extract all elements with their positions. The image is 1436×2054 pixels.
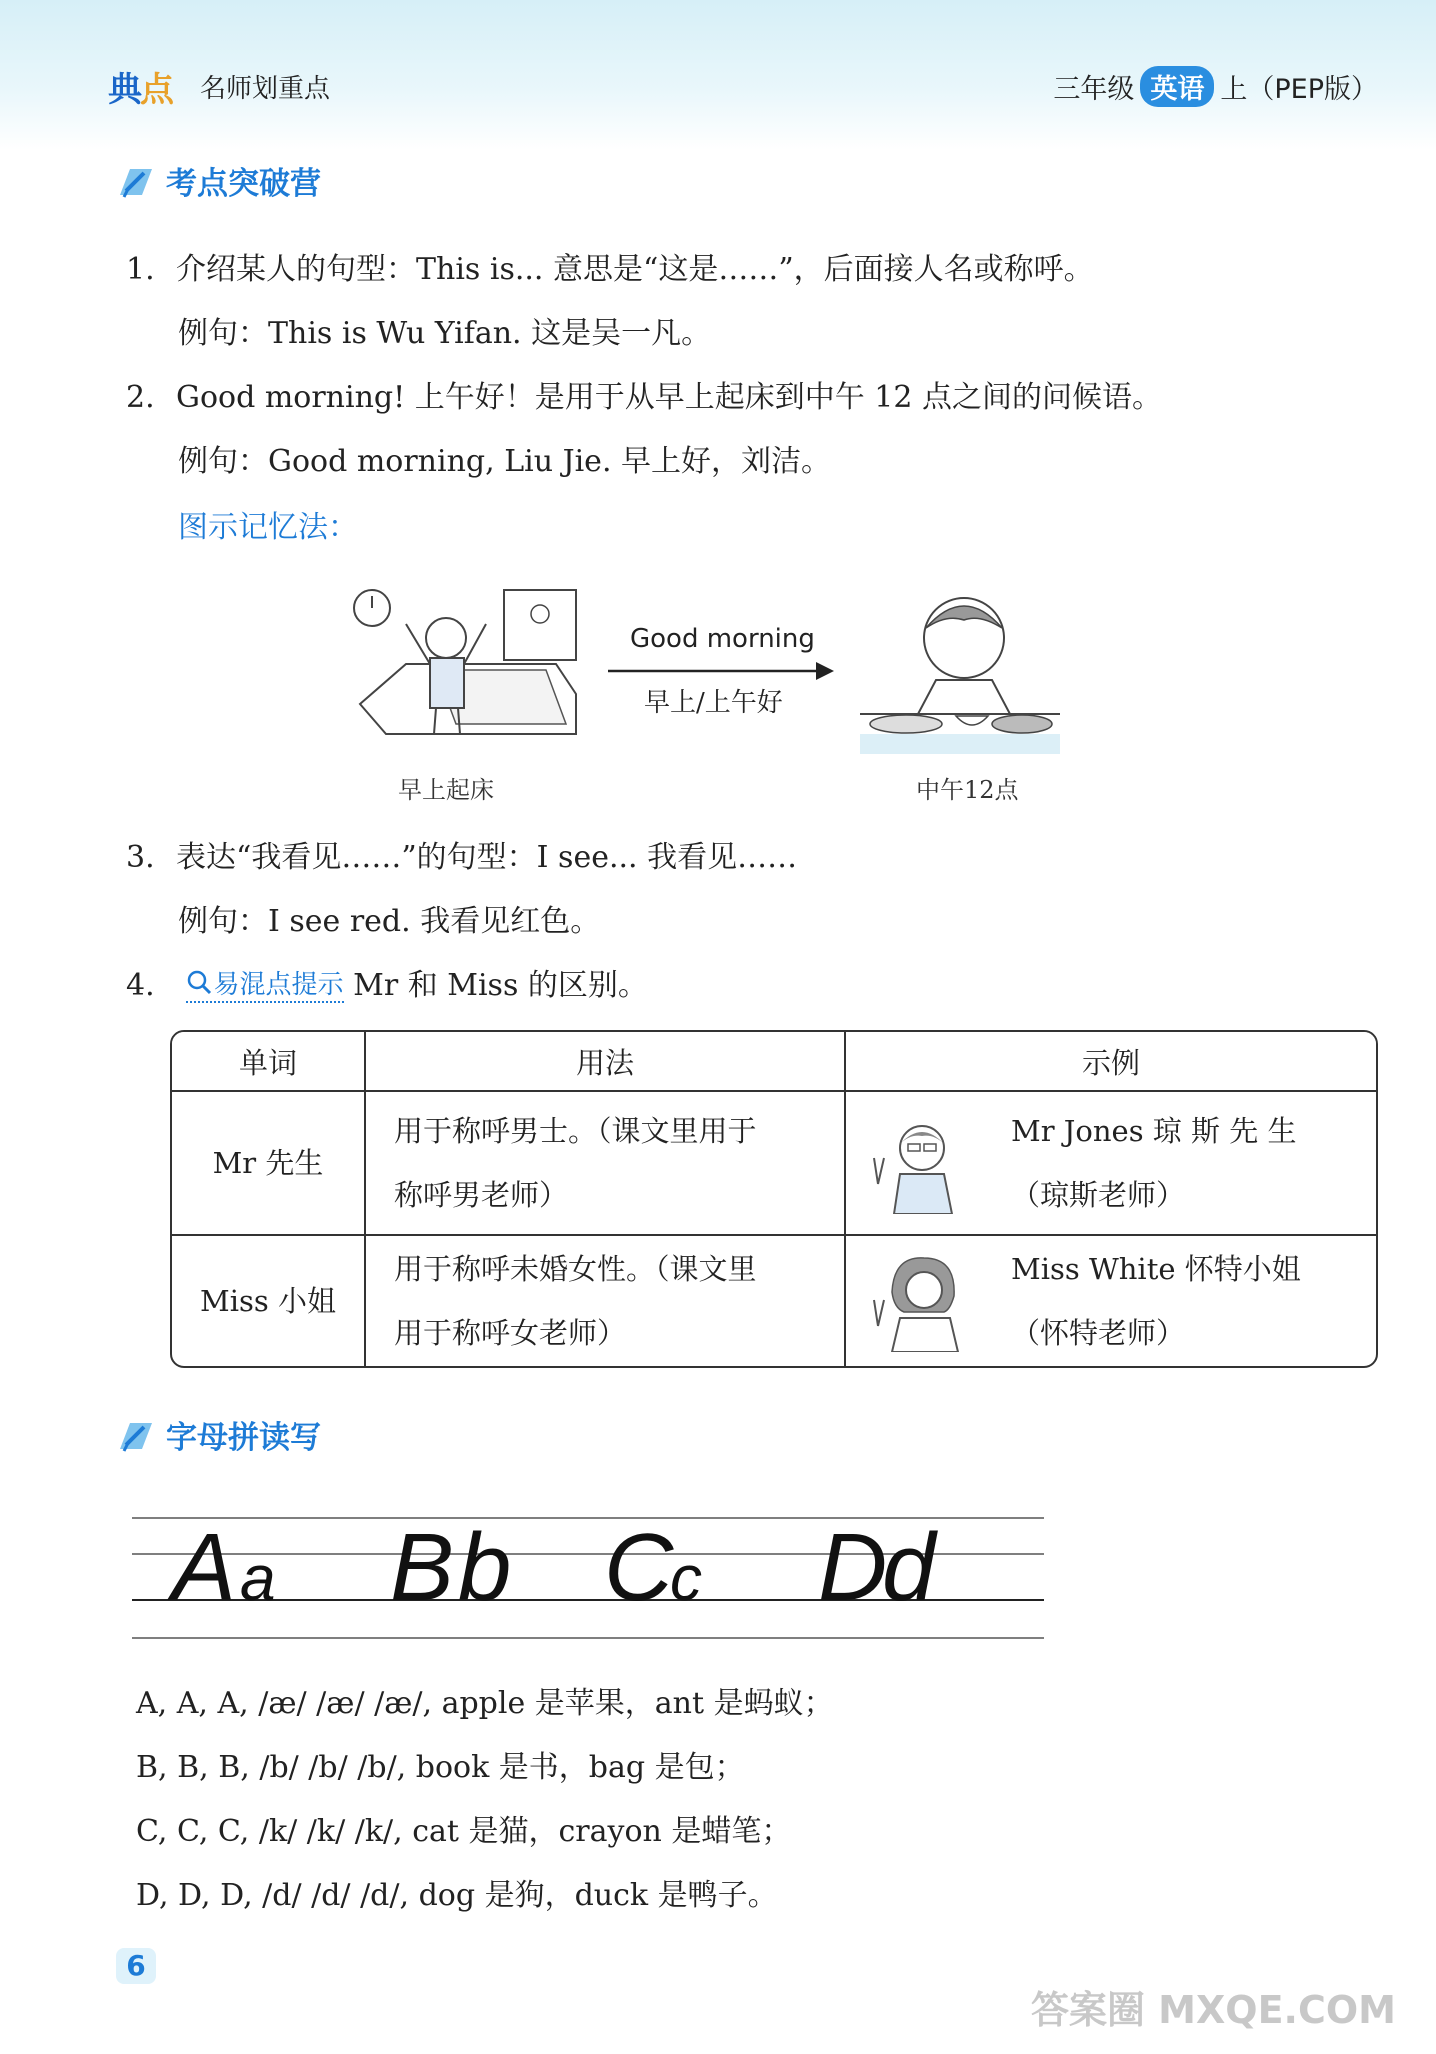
header-word: 单词: [172, 1032, 366, 1092]
page-number: 6: [116, 1948, 156, 1984]
brand-logo: [108, 62, 172, 111]
confusion-tip-badge: [186, 964, 344, 1003]
item-3-example: 例句：I see red. 我看见红色。: [178, 904, 601, 939]
item-3-body: 表达“我看见……”的句型：I see... 我看见……: [176, 840, 798, 875]
word-miss: Miss 小姐: [172, 1236, 366, 1366]
wake-up-caption: 早上起床: [398, 776, 494, 804]
section-title-text: 字母拼读写: [166, 1420, 321, 1456]
letter-lower-b: b: [458, 1514, 512, 1621]
table-header-row: [172, 1032, 1376, 1092]
letter-writing-lines: [132, 1510, 1044, 1640]
table-row: [172, 1236, 1376, 1366]
item-4-text: [126, 960, 648, 1004]
letter-lower-c: c: [670, 1542, 702, 1614]
brand-tagline: 名师划重点: [200, 74, 331, 104]
memory-method-label: 图示记忆法：: [178, 510, 358, 545]
wake-up-illustration: [346, 584, 586, 754]
male-teacher-icon: [864, 1114, 974, 1214]
example-miss: [846, 1236, 1376, 1366]
item-2-body: Good morning! 上午好！是用于从早上起床到中午 12 点之间的问候语。: [176, 380, 1162, 415]
phonics-line-b: B, B, B, /b/ /b/ /b/, book 是书，bag 是包；: [136, 1750, 745, 1785]
item-1-number: 1.: [126, 252, 155, 287]
logo-accent-char: 点: [140, 70, 172, 110]
section-title-text: 考点突破营: [166, 166, 321, 202]
usage-mr: [366, 1092, 846, 1236]
item-2-text: [126, 372, 1162, 416]
grade-info: [1053, 66, 1378, 107]
phonics-line-d: D, D, D, /d/ /d/ /d/, dog 是狗，duck 是鸭子。: [136, 1878, 778, 1913]
grade-label: 三年级: [1053, 74, 1135, 105]
logo-main-char: 典: [108, 70, 140, 110]
usage-miss: [366, 1236, 846, 1366]
letter-upper-d: D: [818, 1514, 888, 1621]
item-1-text: [126, 244, 1094, 288]
watermark: 答案圈 MXQE.COM: [1030, 1988, 1396, 2032]
mr-miss-table: [170, 1030, 1378, 1368]
female-teacher-icon: [864, 1252, 974, 1352]
noon-caption: 中午12点: [916, 776, 1019, 804]
item-1-body: 介绍某人的句型：This is... 意思是“这是……”，后面接人名或称呼。: [176, 252, 1094, 287]
volume-label: 上（PEP版）: [1220, 74, 1378, 105]
item-3-text: [126, 832, 797, 876]
header-usage: 用法: [366, 1032, 846, 1092]
item-4-body: Mr 和 Miss 的区别。: [353, 968, 648, 1003]
confusion-tip-label: 易混点提示: [213, 969, 344, 1000]
letter-upper-c: C: [604, 1514, 674, 1621]
example-miss-line2: （怀特老师）: [1011, 1316, 1186, 1350]
magnifier-icon: [186, 969, 212, 995]
letter-lower-a: a: [240, 1542, 276, 1614]
phonics-line-a: A, A, A, /æ/ /æ/ /æ/, apple 是苹果，ant 是蚂蚁；: [136, 1686, 834, 1721]
word-mr: Mr 先生: [172, 1092, 366, 1236]
pen-icon: [116, 1417, 156, 1453]
usage-mr-line2: 称呼男老师）: [394, 1178, 569, 1212]
usage-miss-line2: 用于称呼女老师）: [394, 1316, 627, 1350]
subject-badge: 英语: [1140, 66, 1214, 107]
letter-lower-d: d: [882, 1514, 936, 1621]
item-1-example: 例句：This is Wu Yifan. 这是吴一凡。: [178, 316, 712, 351]
phonics-line-c: C, C, C, /k/ /k/ /k/, cat 是猫，crayon 是蜡笔；: [136, 1814, 792, 1849]
letter-upper-a: A: [172, 1514, 237, 1621]
item-2-number: 2.: [126, 380, 155, 415]
section-title-letters: [116, 1412, 321, 1457]
example-mr: [846, 1092, 1376, 1236]
example-mr-line1: Mr Jones 琼 斯 先 生: [1011, 1114, 1297, 1148]
pen-icon: [116, 163, 156, 199]
item-2-example: 例句：Good morning, Liu Jie. 早上好，刘洁。: [178, 444, 832, 479]
example-miss-line1: Miss White 怀特小姐: [1011, 1252, 1301, 1286]
section-title-kaodian: [116, 158, 321, 203]
example-mr-line2: （琼斯老师）: [1011, 1178, 1186, 1212]
arrow-label-bottom: 早上/上午好: [644, 688, 783, 718]
header-example: 示例: [846, 1032, 1376, 1092]
letter-upper-b: B: [390, 1514, 455, 1621]
usage-miss-line1: 用于称呼未婚女性。（课文里: [394, 1252, 757, 1286]
arrow-label-top: Good morning: [630, 624, 815, 654]
noon-meal-illustration: [860, 584, 1060, 754]
table-row: [172, 1092, 1376, 1236]
item-3-number: 3.: [126, 840, 155, 875]
item-4-number: 4.: [126, 968, 155, 1003]
usage-mr-line1: 用于称呼男士。（课文里用于: [394, 1114, 757, 1148]
